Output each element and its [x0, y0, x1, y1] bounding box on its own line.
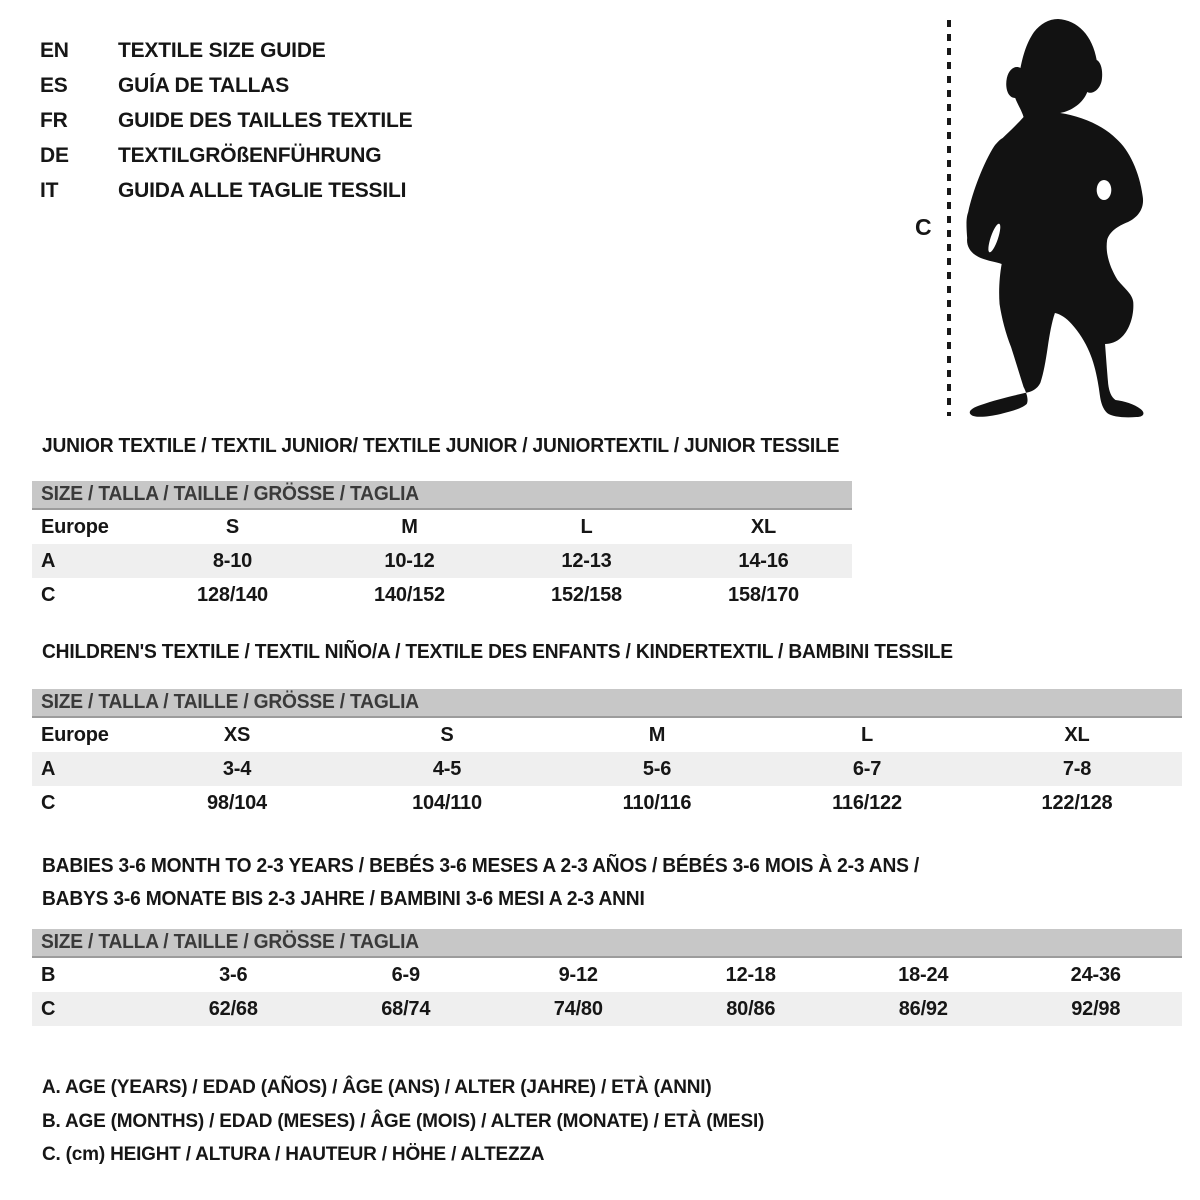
row-label: Europe [41, 516, 109, 538]
junior-size-table [32, 481, 852, 612]
language-code: DE [40, 143, 69, 167]
size-value-cell: 5-6 [642, 758, 672, 780]
size-table-row-a [32, 544, 852, 578]
row-label: B [41, 964, 56, 986]
size-value-cell: 62/68 [208, 998, 258, 1020]
babies-section-title-line1: BABIES 3-6 MONTH TO 2-3 YEARS / BEBÉS 3-6 MESES A 2-3 AÑOS / BÉBÉS 3-6 MOIS À 2-3 ANS / [42, 855, 920, 877]
size-value-cell: 104/110 [412, 792, 482, 814]
size-value-cell: XS [223, 724, 251, 746]
size-value-cell: 140/152 [374, 584, 445, 606]
footnote-c: C. (cm) HEIGHT / ALTURA / HAUTEUR / HÖHE / ALTEZZA [42, 1144, 545, 1165]
row-label: C [41, 584, 56, 606]
size-value-cell: 152/158 [551, 584, 622, 606]
size-value-cell: 18-24 [898, 964, 949, 986]
language-row-es [40, 68, 412, 103]
size-value-cell: L [860, 724, 874, 746]
junior-section-title [42, 435, 872, 458]
size-value-cell: 9-12 [558, 964, 598, 986]
children-section-title [42, 641, 991, 664]
children-table-rows [32, 718, 1182, 820]
toddler-silhouette-icon [963, 16, 1151, 420]
language-title: GUIDA ALLE TAGLIE TESSILI [118, 178, 407, 202]
size-table-row-c [32, 578, 852, 612]
toddler-silhouette-path [966, 19, 1143, 417]
babies-size-table [32, 929, 1182, 1026]
children-size-table [32, 689, 1182, 820]
size-value-cell: 24-36 [1070, 964, 1121, 986]
size-value-cell: 3-6 [219, 964, 248, 986]
language-title: GUIDE DES TAILLES TEXTILE [118, 108, 413, 132]
language-title: TEXTILGRÖßENFÜHRUNG [118, 143, 382, 167]
size-header-bar [32, 481, 852, 510]
language-code: EN [40, 38, 69, 62]
babies-section-title-line2: BABYS 3-6 MONATE BIS 2-3 JAHRE / BAMBINI 3-6 MESI A 2-3 ANNI [42, 888, 645, 910]
row-label: Europe [41, 724, 109, 746]
size-table-row-europe [32, 510, 852, 544]
size-value-cell: 80/86 [726, 998, 776, 1020]
size-value-cell: 128/140 [197, 584, 268, 606]
size-value-cell: 14-16 [738, 550, 789, 572]
size-value-cell: 7-8 [1062, 758, 1092, 780]
size-value-cell: XL [1064, 724, 1090, 746]
babies-section-title [42, 850, 956, 916]
language-title-list [40, 33, 412, 208]
language-title: GUÍA DE TALLAS [118, 73, 290, 97]
size-header-label: SIZE / TALLA / TAILLE / GRÖSSE / TAGLIA [41, 691, 419, 713]
language-row-de [40, 138, 412, 173]
size-value-cell: 6-9 [391, 964, 420, 986]
size-value-cell: 4-5 [432, 758, 462, 780]
size-value-cell: 98/104 [207, 792, 267, 814]
language-code: IT [40, 178, 59, 202]
size-table-row-c [32, 992, 1182, 1026]
size-value-cell: 116/122 [832, 792, 902, 814]
hand-gap-highlight [1097, 180, 1112, 200]
footnotes [42, 1071, 764, 1172]
size-value-cell: XL [750, 516, 777, 538]
size-table-row-a [32, 752, 1182, 786]
language-row-fr [40, 103, 412, 138]
size-value-cell: 110/116 [622, 792, 692, 814]
size-value-cell: L [580, 516, 593, 538]
size-value-cell: 68/74 [381, 998, 431, 1020]
junior-section-title-text: JUNIOR TEXTILE / TEXTIL JUNIOR/ TEXTILE JUNIOR / JUNIORTEXTIL / JUNIOR TESSILE [42, 435, 840, 457]
language-code: FR [40, 108, 68, 132]
size-value-cell: 6-7 [852, 758, 882, 780]
size-value-cell: 8-10 [212, 550, 253, 572]
babies-table-rows [32, 958, 1182, 1026]
size-header-bar [32, 689, 1182, 718]
size-table-row-b [32, 958, 1182, 992]
size-value-cell: 122/128 [1041, 792, 1113, 814]
row-label: A [41, 550, 56, 572]
row-label: C [41, 792, 56, 814]
children-section-title-text: CHILDREN'S TEXTILE / TEXTIL NIÑO/A / TEXTILE DES ENFANTS / KINDERTEXTIL / BAMBINI TESSILE [42, 641, 953, 663]
size-table-row-europe [32, 718, 1182, 752]
footnote-a: A. AGE (YEARS) / EDAD (AÑOS) / ÂGE (ANS) / ALTER (JAHRE) / ETÀ (ANNI) [42, 1077, 712, 1098]
language-code: ES [40, 73, 68, 97]
size-header-label: SIZE / TALLA / TAILLE / GRÖSSE / TAGLIA [41, 483, 419, 505]
size-header-bar [32, 929, 1182, 958]
language-row-en [40, 33, 412, 68]
size-value-cell: S [225, 516, 240, 538]
size-value-cell: 12-18 [725, 964, 776, 986]
footnote-b: B. AGE (MONTHS) / EDAD (MESES) / ÂGE (MOIS) / ALTER (MONATE) / ETÀ (MESI) [42, 1110, 765, 1132]
height-measure-dashed-line [947, 20, 951, 416]
size-header-label: SIZE / TALLA / TAILLE / GRÖSSE / TAGLIA [41, 931, 419, 953]
size-value-cell: 74/80 [553, 998, 603, 1020]
row-label: A [41, 758, 56, 780]
language-title: TEXTILE SIZE GUIDE [118, 38, 326, 62]
size-value-cell: S [440, 724, 454, 746]
size-value-cell: M [401, 516, 418, 538]
size-value-cell: 10-12 [384, 550, 435, 572]
size-value-cell: 92/98 [1071, 998, 1121, 1020]
size-table-row-c [32, 786, 1182, 820]
size-value-cell: 3-4 [222, 758, 252, 780]
size-value-cell: 12-13 [561, 550, 612, 572]
size-value-cell: 158/170 [728, 584, 799, 606]
row-label: C [41, 998, 56, 1020]
language-row-it [40, 173, 412, 208]
height-measure-label: C [915, 214, 932, 240]
junior-table-rows [32, 510, 852, 612]
size-value-cell: M [648, 724, 666, 746]
size-value-cell: 86/92 [898, 998, 948, 1020]
